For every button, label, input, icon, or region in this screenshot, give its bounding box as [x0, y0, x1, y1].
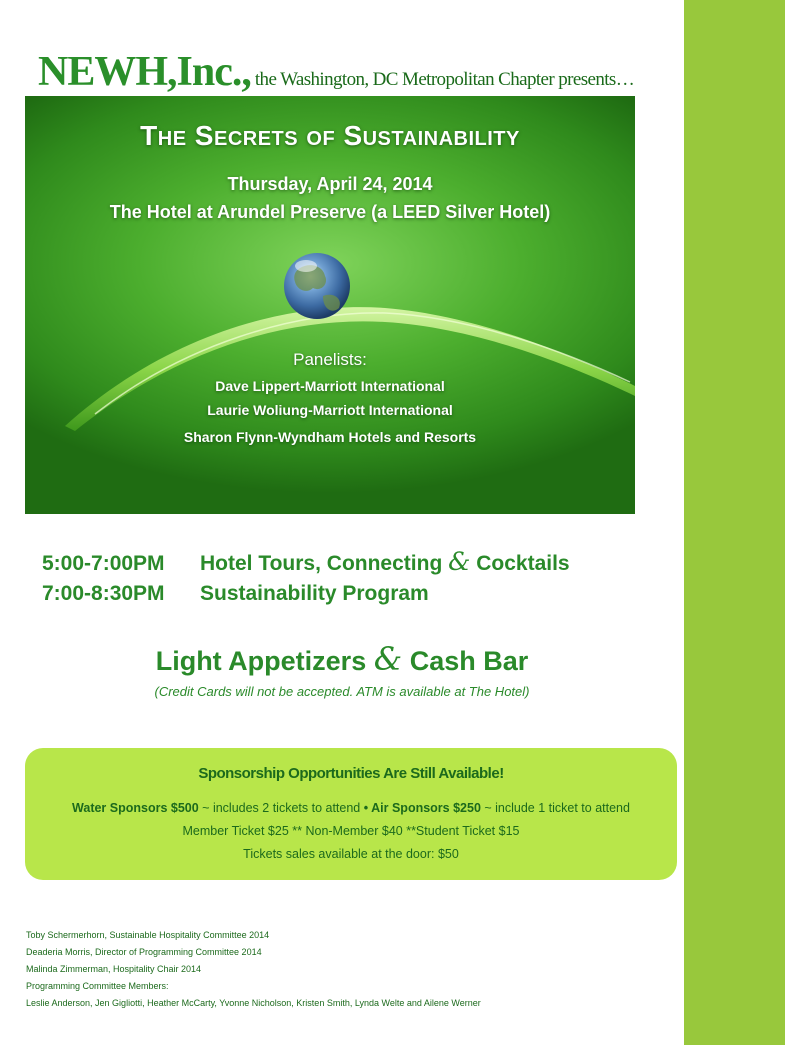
side-accent-bar: [684, 0, 785, 1045]
panelist-item: Laurie Woliung-Marriott International: [207, 402, 453, 418]
sponsorship-title: Sponsorship Opportunities Are Still Available!: [198, 765, 504, 782]
credit-line: Programming Committee Members:: [26, 981, 169, 991]
org-logo-text: NEWH,Inc.,: [38, 49, 251, 95]
door-ticket-price: Tickets sales available at the door: $50: [243, 847, 459, 861]
water-sponsor-text: ~ includes 2 tickets to attend: [198, 801, 364, 815]
committee-credits: [26, 927, 676, 1012]
ticket-prices: Member Ticket $25 ** Non-Member $40 **Student Ticket $15: [182, 824, 520, 838]
schedule-activity: Sustainability Program: [200, 582, 429, 605]
event-date: Thursday, April 24, 2014: [227, 174, 433, 194]
schedule-activity: Hotel Tours, Connecting: [200, 552, 443, 575]
ampersand-glyph: &: [448, 547, 471, 576]
panelists-heading: Panelists:: [293, 350, 367, 369]
schedule-time: 7:00-8:30PM: [42, 582, 165, 605]
ampersand-glyph: &: [373, 640, 403, 678]
schedule-time: 5:00-7:00PM: [42, 552, 165, 575]
schedule-row-program: [42, 582, 429, 606]
bullet-separator: •: [363, 801, 369, 815]
payment-note: (Credit Cards will not be accepted. ATM is available at The Hotel): [154, 684, 530, 699]
credit-line: Malinda Zimmerman, Hospitality Chair 2014: [26, 964, 202, 974]
credit-line: Toby Schermerhorn, Sustainable Hospitality Committee 2014: [26, 930, 270, 940]
air-sponsor-label: Air Sponsors $250: [368, 801, 481, 815]
event-banner: [25, 96, 635, 514]
air-sponsor-text: ~ include 1 ticket to attend: [480, 801, 630, 815]
water-sponsor-label: Water Sponsors $500: [72, 801, 199, 815]
event-venue: The Hotel at Arundel Preserve (a LEED Silver Hotel): [109, 202, 551, 222]
credit-line: Leslie Anderson, Jen Gigliotti, Heather McCarty, Yvonne Nicholson, Kristen Smith, Lynda Welte and Ailene Werner: [26, 998, 481, 1008]
refreshments-heading: [0, 640, 684, 678]
sponsor-tiers: [25, 801, 677, 815]
grass-and-globe-illustration: [25, 96, 635, 514]
schedule-row-tours: [42, 547, 570, 576]
globe-highlight: [295, 260, 317, 272]
panelist-item: Dave Lippert-Marriott International: [215, 378, 445, 394]
panelist-item: Sharon Flynn-Wyndham Hotels and Resorts: [183, 429, 477, 445]
header: [38, 48, 678, 96]
credit-line: Deaderia Morris, Director of Programming Committee 2014: [26, 947, 262, 957]
refreshments-text-b: Cash Bar: [409, 646, 529, 676]
sponsorship-panel: [25, 748, 677, 880]
schedule-activity-tail: Cocktails: [476, 552, 570, 575]
refreshments-text-a: Light Appetizers: [155, 646, 367, 676]
chapter-tagline: the Washington, DC Metropolitan Chapter presents…: [254, 69, 635, 90]
event-title: The Secrets of Sustainability: [140, 120, 520, 151]
